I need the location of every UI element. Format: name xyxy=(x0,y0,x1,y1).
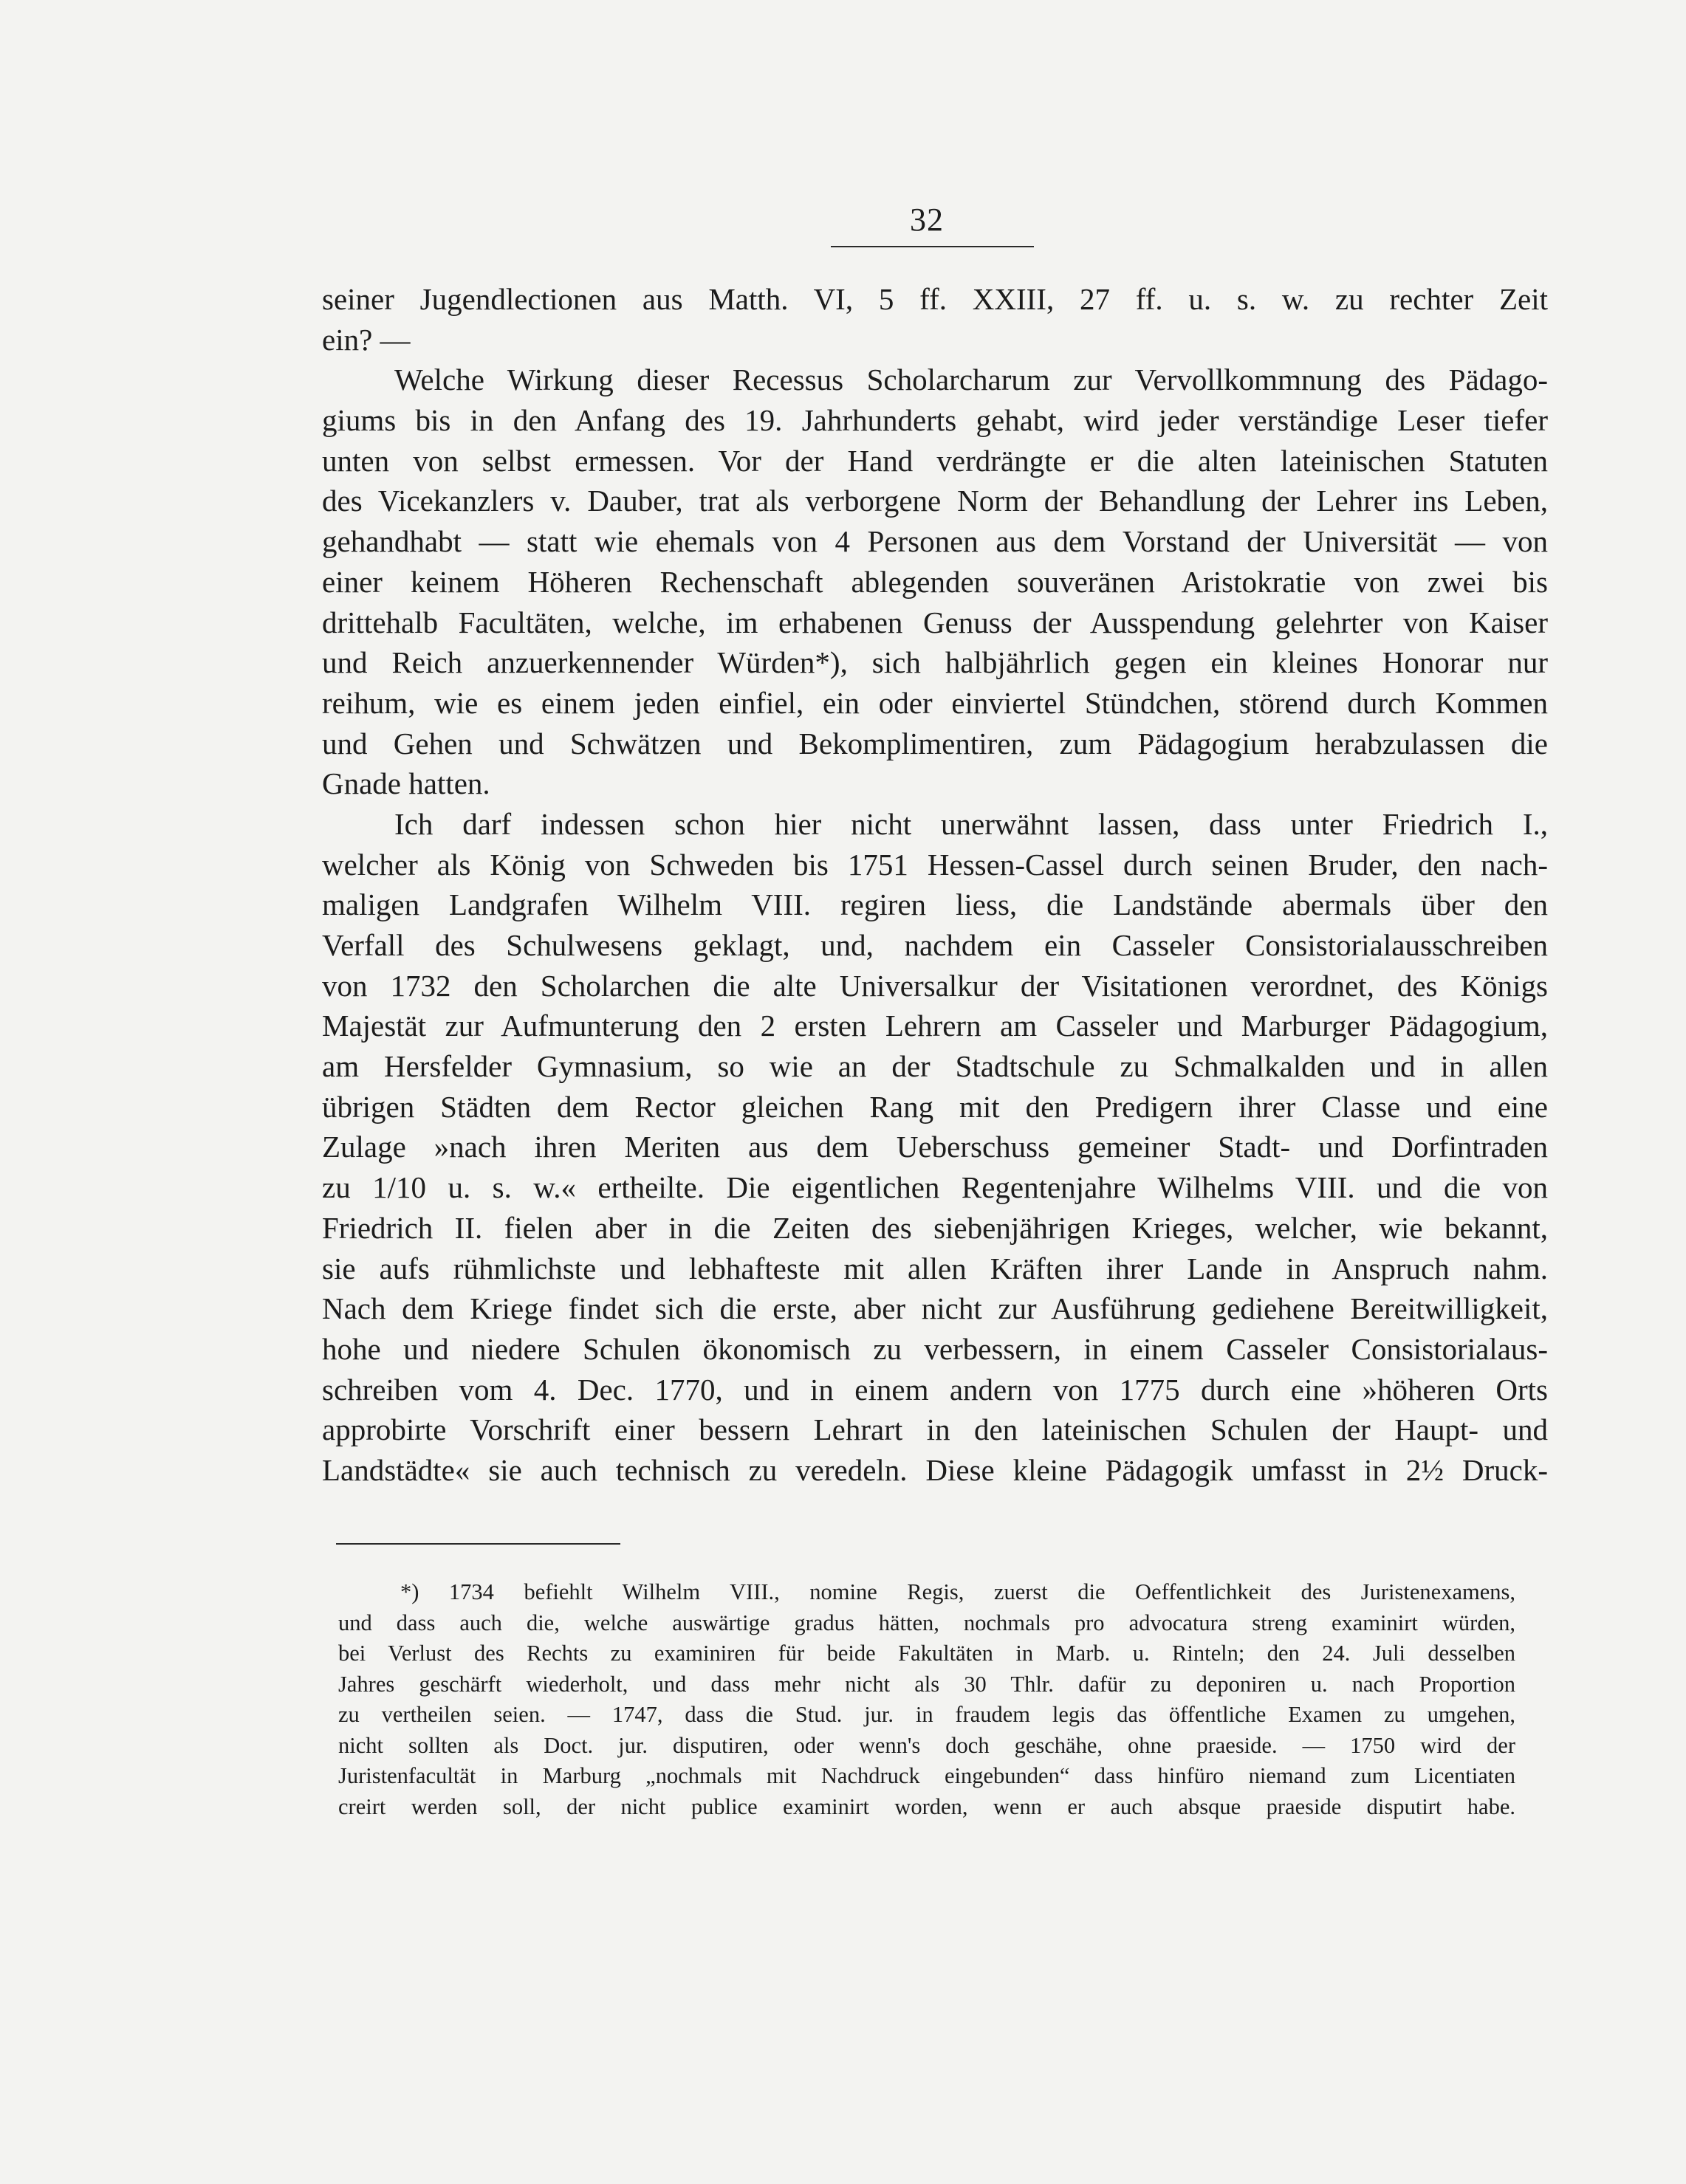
footnote-line: *) 1734 befiehlt Wilhelm VIII., nomine Regis, zuerst die Oeffentlichkeit des Juristenexamens, xyxy=(400,1579,1515,1604)
body-text xyxy=(322,279,1548,1491)
text-line: reihum, wie es einem jeden einfiel, ein oder einviertel Stündchen, störend durch Kommen xyxy=(322,685,1548,720)
footnote-line: zu vertheilen seien. — 1747, dass die Stud. jur. in fraudem legis das öffentliche Examen zu umgehen, xyxy=(338,1702,1515,1727)
text-line: maligen Landgrafen Wilhelm VIII. regiren liess, die Landstände abermals über den xyxy=(322,887,1548,922)
footnote-line: und dass auch die, welche auswärtige gradus hätten, nochmals pro advocatura streng examinirt würden, xyxy=(338,1610,1515,1635)
text-line: Majestät zur Aufmunterung den 2 ersten Lehrern am Casseler und Marburger Pädagogium, xyxy=(322,1009,1548,1043)
text-line: Zulage »nach ihren Meriten aus dem Ueberschuss gemeiner Stadt- und Dorfintraden xyxy=(322,1130,1548,1164)
text-line: welcher als König von Schweden bis 1751 Hessen-Cassel durch seinen Bruder, den nach- xyxy=(322,847,1548,882)
text-line: approbirte Vorschrift einer bessern Lehrart in den lateinischen Schulen der Haupt- und xyxy=(322,1412,1548,1447)
text-line: Friedrich II. fielen aber in die Zeiten des siebenjährigen Krieges, welcher, wie bekannt, xyxy=(322,1210,1548,1245)
page-number: 32 xyxy=(910,202,944,238)
text-line: drittehalb Facultäten, welche, im erhabenen Genuss der Ausspendung gelehrter von Kaiser xyxy=(322,605,1548,639)
text-line: übrigen Städten dem Rector gleichen Rang mit den Predigern ihrer Classe und eine xyxy=(322,1089,1548,1124)
text-line: Ich darf indessen schon hier nicht unerwähnt lassen, dass unter Friedrich I., xyxy=(394,806,1548,841)
text-line: schreiben vom 4. Dec. 1770, und in einem andern von 1775 durch eine »höheren Orts xyxy=(322,1372,1548,1407)
footnote-line: bei Verlust des Rechts zu examiniren für beide Fakultäten in Marb. u. Rinteln; den 24. Juli desselben xyxy=(338,1641,1515,1666)
text-line: Landstädte« sie auch technisch zu veredeln. Diese kleine Pädagogik umfasst in 2½ Druck- xyxy=(322,1452,1548,1487)
text-line: gehandhabt — statt wie ehemals von 4 Personen aus dem Vorstand der Universität — von xyxy=(322,524,1548,559)
footnote-line: Juristenfacultät in Marburg „nochmals mit Nachdruck eingebunden“ dass hinfüro niemand zum Licentiaten xyxy=(338,1763,1515,1788)
text-line: giums bis in den Anfang des 19. Jahrhunderts gehabt, wird jeder verständige Leser tiefer xyxy=(322,403,1548,438)
text-line: des Vicekanzlers v. Dauber, trat als verborgene Norm der Behandlung der Lehrer ins Leben, xyxy=(322,484,1548,518)
footnote-line: nicht sollten als Doct. jur. disputiren, oder wenn's doch geschähe, ohne praeside. — 1750 wird der xyxy=(338,1732,1515,1758)
text-line: am Hersfelder Gymnasium, so wie an der Stadtschule zu Schmalkalden und in allen xyxy=(322,1049,1548,1084)
text-line: ein? — xyxy=(322,322,411,357)
text-line: sie aufs rühmlichste und lebhafteste mit allen Kräften ihrer Lande in Anspruch nahm. xyxy=(322,1251,1548,1285)
footnote-line: creirt werden soll, der nicht publice examinirt worden, wenn er auch absque praeside disputirt habe. xyxy=(338,1793,1515,1819)
footnote-line: Jahres geschärft wiederholt, und dass mehr nicht als 30 Thlr. dafür zu deponiren u. nach Proportion xyxy=(338,1671,1515,1697)
text-line: und Reich anzuerkennender Würden*), sich halbjährlich gegen ein kleines Honorar nur xyxy=(322,645,1548,680)
text-line: zu 1/10 u. s. w.« ertheilte. Die eigentlichen Regentenjahre Wilhelms VIII. und die von xyxy=(322,1170,1548,1205)
header-rule xyxy=(831,246,1034,247)
text-line: und Gehen und Schwätzen und Bekomplimentiren, zum Pädagogium herabzulassen die xyxy=(322,726,1548,760)
text-line: Nach dem Kriege findet sich die erste, aber nicht zur Ausführung gediehene Bereitwilligkeit, xyxy=(322,1291,1548,1326)
text-line: von 1732 den Scholarchen die alte Universalkur der Visitationen verordnet, des Königs xyxy=(322,968,1548,1003)
footnotes xyxy=(338,1577,1515,1822)
text-line: Verfall des Schulwesens geklagt, und, nachdem ein Casseler Consistorialausschreiben xyxy=(322,928,1548,962)
text-line: Welche Wirkung dieser Recessus Scholarcharum zur Vervollkommnung des Pädago- xyxy=(394,363,1548,397)
text-line: Gnade hatten. xyxy=(322,766,490,801)
footnote-rule xyxy=(336,1543,620,1545)
text-line: hohe und niedere Schulen ökonomisch zu verbessern, in einem Casseler Consistorialaus- xyxy=(322,1331,1548,1366)
text-line: seiner Jugendlectionen aus Matth. VI, 5 ff. XXIII, 27 ff. u. s. w. zu rechter Zeit xyxy=(322,282,1548,316)
text-line: unten von selbst ermessen. Vor der Hand verdrängte er die alten lateinischen Statuten xyxy=(322,443,1548,478)
text-line: einer keinem Höheren Rechenschaft ablegenden souveränen Aristokratie von zwei bis xyxy=(322,564,1548,599)
